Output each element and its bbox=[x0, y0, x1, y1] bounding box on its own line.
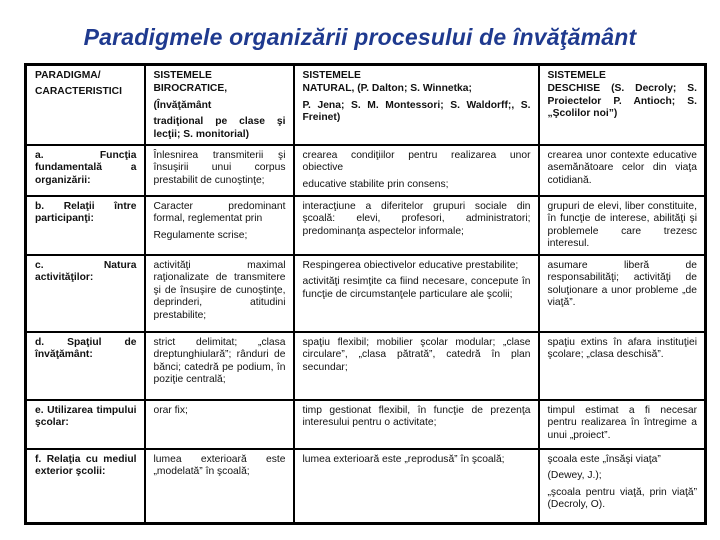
cell-open bbox=[539, 332, 706, 400]
table-row bbox=[26, 255, 706, 332]
cell-text: NATURAL, (P. Dalton; S. Winnetka; bbox=[302, 83, 472, 95]
table-row bbox=[26, 196, 706, 255]
cell-natural bbox=[294, 145, 539, 196]
cell-characteristic bbox=[26, 145, 145, 196]
page-title: Paradigmele organizării procesului de învăţământ bbox=[83, 24, 637, 50]
table-row bbox=[26, 400, 706, 449]
table-row bbox=[26, 145, 706, 196]
cell-text: strict delimitat; „clasa dreptunghiulară”; rânduri de bănci; catedră pe podium, în poziţie centrală; bbox=[153, 337, 286, 386]
table-row bbox=[26, 449, 706, 523]
cell-text: activităţi resimţite ca fiind necesare, concepute în funcţie de circumstanţele particulare ale şcolii; bbox=[302, 276, 531, 300]
cell-text: CARACTERISTICI bbox=[35, 86, 122, 98]
cell-open bbox=[539, 196, 706, 255]
cell-text: lumea exterioară este „reprodusă” în şcoală; bbox=[302, 454, 505, 466]
cell-text: crearea unor contexte educative asemănătoare celor din viaţa cotidiană. bbox=[547, 150, 697, 186]
cell-text: „şcoala pentru viaţă, prin viaţă” (Decroly, O). bbox=[547, 486, 697, 511]
cell-text: (Dewey, J.); bbox=[547, 470, 602, 482]
cell-text: activităţi maximal raţionalizate de transmitere şi de însuşire de cunoştinţe, deprinderi, atitudini prestabilite; bbox=[153, 260, 286, 321]
cell-characteristic bbox=[26, 449, 145, 523]
cell-open bbox=[539, 255, 706, 332]
cell-text: spaţiu extins în afara instituţiei şcolare; „clasa deschisă”. bbox=[547, 337, 697, 361]
cell-text: crearea condiţiilor pentru realizarea unor obiective bbox=[302, 150, 531, 174]
cell-text: timpul estimat a fi necesar pentru realizarea în întregime a unui „proiect”. bbox=[547, 405, 697, 441]
cell-natural bbox=[294, 400, 539, 449]
cell-text: asumare liberă de responsabilităţi; activităţi de soluţionare a unor probleme „de viaţă”. bbox=[547, 260, 697, 309]
cell-text: tradiţional pe clase şi lecţii; S. monitorial) bbox=[153, 116, 286, 140]
cell-text: lumea exterioară este „modelată” în şcoală; bbox=[153, 454, 286, 478]
cell-text: e. Utilizarea timpului şcolar: bbox=[35, 405, 137, 429]
header-cell-natural bbox=[294, 65, 539, 146]
cell-text: (Învăţământ bbox=[153, 99, 212, 111]
cell-natural bbox=[294, 255, 539, 332]
cell-text: timp gestionat flexibil, în funcţie de prezenţa interesului pentru o activitate; bbox=[302, 405, 531, 429]
cell-bureaucratic bbox=[145, 449, 294, 523]
cell-text: SISTEMELE bbox=[547, 70, 606, 81]
cell-bureaucratic bbox=[145, 332, 294, 400]
cell-open bbox=[539, 400, 706, 449]
cell-characteristic bbox=[26, 400, 145, 449]
cell-text: spaţiu flexibil; mobilier şcolar modular; „clase circulare”, „clasa pătrată”, catedră în plan secundar; bbox=[302, 337, 531, 373]
cell-text: BIROCRATICE, bbox=[153, 83, 228, 95]
cell-text: f. Relaţia cu mediul exterior şcolii: bbox=[35, 454, 137, 478]
cell-natural bbox=[294, 449, 539, 523]
cell-open bbox=[539, 449, 706, 523]
header-cell-bureaucratic bbox=[145, 65, 294, 146]
cell-text: interacţiune a diferitelor grupuri sociale din şcoală: elevi, profesori, administratori; predominanţa aspectelor informale; bbox=[302, 201, 531, 237]
cell-text: a. Funcţia fundamentală a organizării: bbox=[35, 150, 137, 186]
cell-text: şcoala este „însăşi viaţa” bbox=[547, 454, 661, 466]
cell-text: Caracter predominant formal, reglementat prin bbox=[153, 201, 286, 225]
cell-text: DESCHISE (S. Decroly; S. Proiectelor P. Antioch; S. „Şcolilor noi”) bbox=[547, 83, 697, 120]
cell-text: P. Jena; S. M. Montessori; S. Waldorff;, S. Freinet) bbox=[302, 99, 531, 124]
cell-characteristic bbox=[26, 255, 145, 332]
cell-bureaucratic bbox=[145, 145, 294, 196]
cell-natural bbox=[294, 196, 539, 255]
paradigm-table bbox=[24, 63, 707, 525]
cell-bureaucratic bbox=[145, 255, 294, 332]
cell-open bbox=[539, 145, 706, 196]
cell-bureaucratic bbox=[145, 400, 294, 449]
cell-text: b. Relaţii între participanţi: bbox=[35, 201, 137, 225]
cell-text: d. Spaţiul de învăţământ: bbox=[35, 337, 137, 361]
cell-text: Respingerea obiectivelor educative prestabilite; bbox=[302, 260, 519, 272]
cell-bureaucratic bbox=[145, 196, 294, 255]
cell-text: educative stabilite prin consens; bbox=[302, 178, 449, 190]
header-cell-characteristic bbox=[26, 65, 145, 146]
cell-text: Regulamente scrise; bbox=[153, 229, 248, 241]
table-row bbox=[26, 332, 706, 400]
cell-text: orar fix; bbox=[153, 405, 188, 417]
cell-text: PARADIGMA/ bbox=[35, 70, 101, 81]
header-cell-open bbox=[539, 65, 706, 146]
cell-text: SISTEMELE bbox=[302, 70, 361, 81]
cell-text: c. Natura activităţilor: bbox=[35, 260, 137, 284]
header-row bbox=[26, 65, 706, 146]
cell-characteristic bbox=[26, 196, 145, 255]
cell-natural bbox=[294, 332, 539, 400]
cell-characteristic bbox=[26, 332, 145, 400]
cell-text: SISTEMELE bbox=[153, 70, 212, 81]
cell-text: Înlesnirea transmiterii şi însuşirii unui corpus prestabilit de cunoştinţe; bbox=[153, 150, 286, 186]
cell-text: grupuri de elevi, liber constituite, în funcţie de interese, abilităţi şi problemele care trezesc interesul. bbox=[547, 201, 697, 250]
